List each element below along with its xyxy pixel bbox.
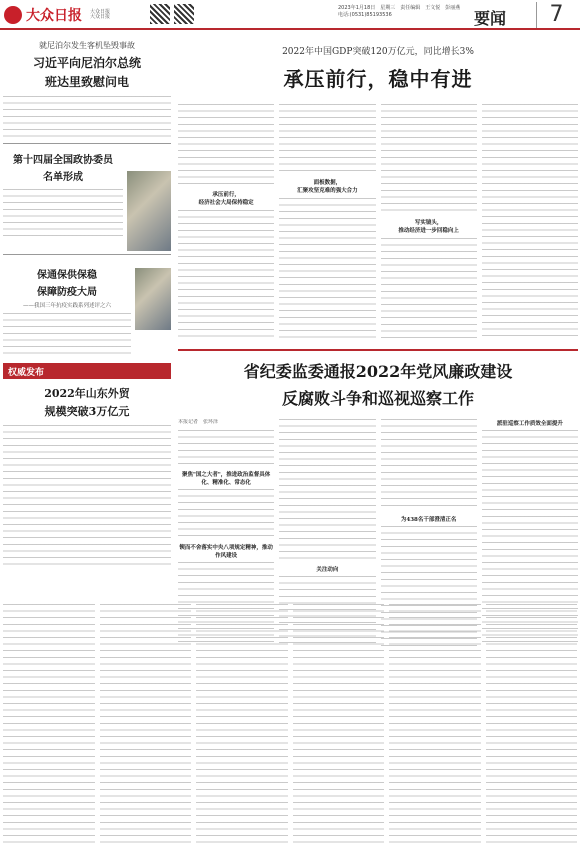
- cdi-sub6: 关注动向: [316, 567, 339, 573]
- baobao-subtitle: ——我国三年抗疫实践系列述评之六: [22, 303, 111, 309]
- authority-banner: 权威发布: [3, 363, 171, 379]
- issue-phone: 电话:(0531)85193536: [338, 12, 392, 18]
- gdp-body-col3: [381, 104, 477, 214]
- gdp-body-col1b: [178, 210, 274, 340]
- baobao-photo: [135, 268, 171, 330]
- cdi-body-col1b: [178, 489, 274, 539]
- cdi-byline: 本报记者 张环泽: [178, 419, 219, 425]
- gdp-body-col4: [482, 104, 578, 340]
- cdi-sub7: 为438名干部澄清正名: [400, 517, 457, 523]
- qr-code-icon: [150, 4, 170, 24]
- cppcc-headline-1: 第十四届全国政协委员: [13, 155, 113, 166]
- gdp-sub3b: 推动经济进一步回稳向上: [398, 228, 459, 234]
- gdp-story: [178, 104, 578, 346]
- logo-sub-1: 大众日报: [90, 8, 111, 15]
- gdp-body-col3b: [381, 238, 477, 340]
- cppcc-photo: [127, 171, 171, 251]
- baobao-headline-2: 保障防疫大局: [37, 287, 97, 298]
- cdi-body-col2: [279, 419, 375, 561]
- right-column: [178, 34, 578, 598]
- cppcc-body: [3, 189, 123, 239]
- gdp-sub1b: 经济社会大局保持稳定: [198, 200, 254, 206]
- gdp-body-col2b: [279, 198, 375, 340]
- continued-text-block: [3, 604, 577, 844]
- continued-col-2: [100, 604, 192, 844]
- trade-headline-2: 规模突破3万亿元: [44, 405, 130, 418]
- xi-headline-2: 班达里致慰问电: [44, 75, 129, 89]
- baobao-body: [3, 313, 131, 357]
- continued-col-4: [293, 604, 385, 844]
- logo-sub-2: 大众日报: [90, 14, 111, 20]
- xi-kicker: 就尼泊尔发生客机坠毁事故: [39, 41, 135, 50]
- left-column: [3, 34, 171, 598]
- gdp-sub2b: 汇聚攻坚克难的强大合力: [297, 188, 358, 194]
- issue-date: 2023年1月18日 星期三 责任编辑 王文悦 彭丽燕: [338, 5, 461, 11]
- xi-headline-1: 习近平向尼泊尔总统: [32, 56, 141, 70]
- gdp-sub2: 面板数据，: [313, 180, 342, 186]
- masthead: [0, 0, 580, 30]
- gdp-body-col1: [178, 104, 274, 186]
- logo-name: 大众日报: [26, 8, 82, 24]
- trade-body: [3, 425, 171, 565]
- gdp-sub3: 写实镜头，: [414, 220, 443, 226]
- logo-emblem-icon: [4, 6, 22, 24]
- cdi-headline-2: 反腐败斗争和巡视巡察工作: [281, 389, 474, 408]
- gdp-headline: 承压前行，稳中有进: [283, 67, 473, 91]
- newspaper-logo: [4, 2, 130, 28]
- page-number: 7: [536, 2, 576, 28]
- cdi-sub4: 聚焦"国之大者"，推进政治监督具体化、精准化、常态化: [182, 471, 271, 486]
- issue-meta: [338, 5, 460, 19]
- continued-col-1: [3, 604, 95, 844]
- gdp-kicker: 2022年中国GDP突破120万亿元，同比增长3%: [282, 47, 474, 57]
- cdi-sub8: 派驻巡察工作质效全面提升: [496, 421, 563, 427]
- continued-col-5: [389, 604, 481, 844]
- section-title: 要闻: [474, 9, 507, 28]
- cdi-body-col3: [381, 419, 477, 511]
- gdp-body-col2: [279, 104, 375, 174]
- gdp-sub1: 承压前行，: [212, 192, 240, 198]
- trade-headline-1: 2022年山东外贸: [44, 387, 130, 400]
- qr-code-icon: [174, 4, 194, 24]
- cdi-sub5: 锲而不舍落实中央八项规定精神，推动作风建设: [179, 544, 273, 559]
- continued-col-3: [196, 604, 288, 844]
- xi-body: [3, 96, 171, 140]
- cdi-headline-1: 省纪委监委通报2022年党风廉政建设: [243, 362, 513, 381]
- cppcc-headline-2: 名单形成: [43, 172, 83, 183]
- baobao-headline-1: 保通保供保稳: [37, 270, 97, 281]
- continued-col-6: [486, 604, 578, 844]
- cdi-body-col1: [178, 430, 274, 466]
